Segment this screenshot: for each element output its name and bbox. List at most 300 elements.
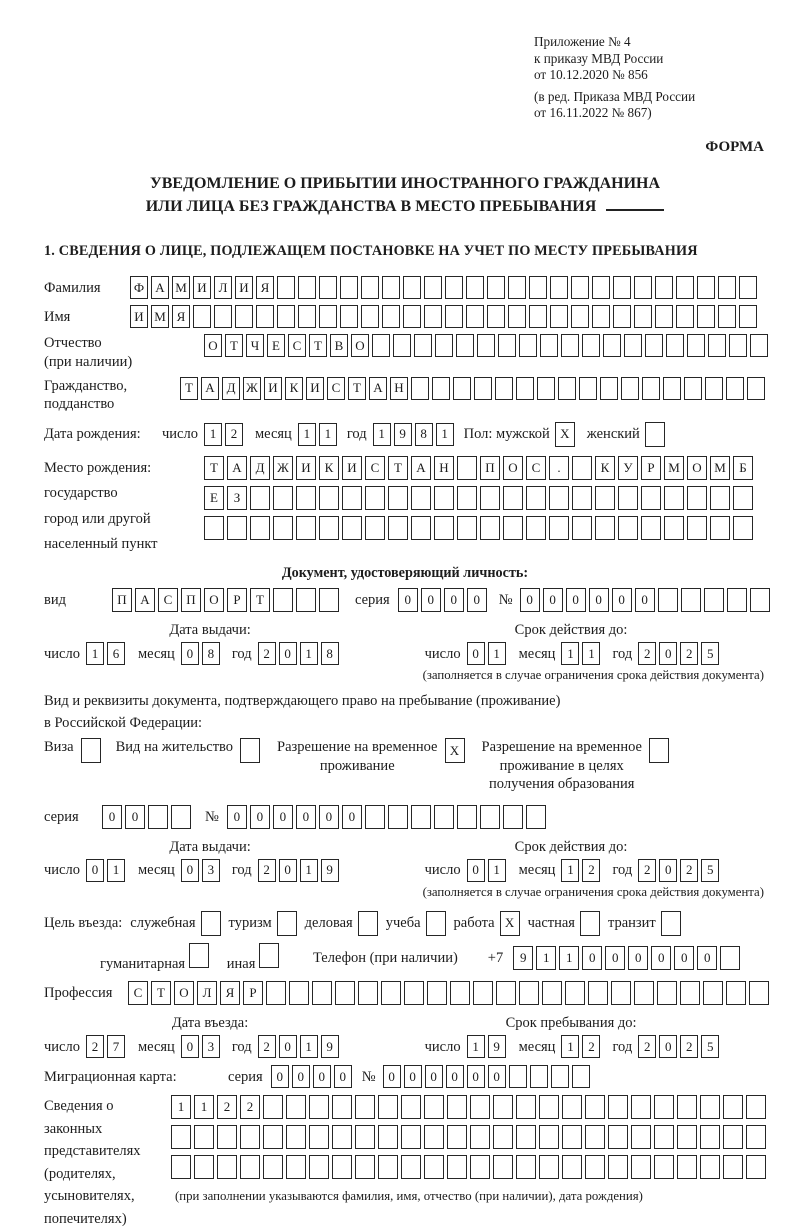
char-cell[interactable] — [312, 981, 332, 1005]
char-cell[interactable] — [474, 377, 492, 400]
char-cell[interactable] — [355, 1095, 375, 1119]
char-cell[interactable]: 0 — [398, 588, 418, 612]
char-cell[interactable]: 1 — [300, 642, 318, 665]
char-cell[interactable] — [595, 516, 615, 540]
char-cell[interactable] — [434, 486, 454, 510]
char-cell[interactable] — [450, 981, 470, 1005]
char-cell[interactable]: 0 — [102, 805, 122, 829]
char-cell[interactable] — [171, 1125, 191, 1149]
char-cell[interactable] — [296, 588, 316, 612]
char-cell[interactable]: 2 — [240, 1095, 260, 1119]
char-cell[interactable]: 0 — [520, 588, 540, 612]
char-cell[interactable]: 0 — [566, 588, 586, 612]
char-cell[interactable]: 2 — [582, 859, 600, 882]
char-cell[interactable] — [634, 305, 652, 328]
char-cell[interactable] — [217, 1155, 237, 1179]
char-cell[interactable]: 1 — [298, 423, 316, 446]
char-cell[interactable]: Н — [390, 377, 408, 400]
char-cell[interactable]: Ч — [246, 334, 264, 357]
char-cell[interactable]: Т — [180, 377, 198, 400]
char-cell[interactable]: 0 — [313, 1065, 331, 1088]
char-cell[interactable] — [631, 1095, 651, 1119]
char-cell[interactable] — [624, 334, 642, 357]
char-cell[interactable] — [240, 1125, 260, 1149]
char-cell[interactable] — [457, 805, 477, 829]
char-cell[interactable] — [309, 1125, 329, 1149]
char-cell[interactable] — [470, 1095, 490, 1119]
char-cell[interactable] — [687, 334, 705, 357]
char-cell[interactable]: 2 — [638, 642, 656, 665]
char-cell[interactable] — [697, 305, 715, 328]
char-cell[interactable]: 9 — [321, 1035, 339, 1058]
char-cell[interactable] — [411, 516, 431, 540]
char-cell[interactable] — [526, 516, 546, 540]
char-cell[interactable]: О — [503, 456, 523, 480]
char-cell[interactable] — [298, 276, 316, 299]
char-cell[interactable]: 6 — [107, 642, 125, 665]
char-cell[interactable]: И — [235, 276, 253, 299]
char-cell[interactable]: 0 — [635, 588, 655, 612]
char-cell[interactable] — [277, 276, 295, 299]
char-cell[interactable] — [654, 1095, 674, 1119]
char-cell[interactable]: А — [369, 377, 387, 400]
char-cell[interactable] — [372, 334, 390, 357]
char-cell[interactable]: 0 — [651, 946, 671, 970]
char-cell[interactable]: И — [306, 377, 324, 400]
char-cell[interactable]: 1 — [436, 423, 454, 446]
char-cell[interactable]: Я — [220, 981, 240, 1005]
char-cell[interactable] — [332, 1095, 352, 1119]
char-cell[interactable]: 2 — [258, 1035, 276, 1058]
char-cell[interactable]: 1 — [300, 1035, 318, 1058]
char-cell[interactable]: 7 — [107, 1035, 125, 1058]
char-cell[interactable]: 9 — [488, 1035, 506, 1058]
char-cell[interactable] — [263, 1095, 283, 1119]
char-cell[interactable]: 0 — [319, 805, 339, 829]
char-cell[interactable] — [319, 516, 339, 540]
char-cell[interactable] — [286, 1095, 306, 1119]
char-cell[interactable] — [193, 305, 211, 328]
char-cell[interactable]: 0 — [467, 588, 487, 612]
char-cell[interactable] — [676, 276, 694, 299]
char-cell[interactable]: 8 — [202, 642, 220, 665]
char-cell[interactable]: Т — [348, 377, 366, 400]
char-cell[interactable]: М — [172, 276, 190, 299]
char-cell[interactable]: 8 — [415, 423, 433, 446]
char-cell[interactable] — [235, 305, 253, 328]
char-cell[interactable]: 1 — [488, 859, 506, 882]
char-cell[interactable] — [340, 305, 358, 328]
char-cell[interactable] — [677, 1125, 697, 1149]
char-cell[interactable] — [718, 276, 736, 299]
char-cell[interactable] — [585, 1155, 605, 1179]
char-cell[interactable] — [411, 377, 429, 400]
char-cell[interactable] — [456, 334, 474, 357]
char-cell[interactable]: 0 — [181, 859, 199, 882]
char-cell[interactable]: 0 — [334, 1065, 352, 1088]
char-cell[interactable]: 0 — [250, 805, 270, 829]
char-cell[interactable]: 2 — [680, 642, 698, 665]
char-cell[interactable] — [434, 516, 454, 540]
char-cell[interactable]: X — [500, 911, 520, 936]
char-cell[interactable] — [424, 276, 442, 299]
char-cell[interactable] — [259, 943, 279, 968]
char-cell[interactable] — [608, 1125, 628, 1149]
char-cell[interactable]: 0 — [467, 859, 485, 882]
char-cell[interactable] — [493, 1155, 513, 1179]
char-cell[interactable] — [516, 1155, 536, 1179]
char-cell[interactable]: 0 — [279, 642, 297, 665]
char-cell[interactable]: 3 — [202, 859, 220, 882]
char-cell[interactable]: 0 — [589, 588, 609, 612]
char-cell[interactable] — [710, 516, 730, 540]
char-cell[interactable]: 0 — [342, 805, 362, 829]
char-cell[interactable]: И — [193, 276, 211, 299]
char-cell[interactable] — [571, 305, 589, 328]
char-cell[interactable]: 2 — [225, 423, 243, 446]
char-cell[interactable]: 0 — [125, 805, 145, 829]
char-cell[interactable]: 1 — [561, 642, 579, 665]
char-cell[interactable]: С — [128, 981, 148, 1005]
char-cell[interactable] — [654, 1125, 674, 1149]
char-cell[interactable]: М — [151, 305, 169, 328]
char-cell[interactable]: 2 — [638, 1035, 656, 1058]
char-cell[interactable] — [214, 305, 232, 328]
char-cell[interactable] — [631, 1155, 651, 1179]
char-cell[interactable] — [676, 305, 694, 328]
char-cell[interactable] — [571, 276, 589, 299]
char-cell[interactable] — [355, 1155, 375, 1179]
char-cell[interactable]: П — [480, 456, 500, 480]
char-cell[interactable] — [697, 276, 715, 299]
char-cell[interactable]: 0 — [612, 588, 632, 612]
char-cell[interactable] — [171, 805, 191, 829]
char-cell[interactable] — [401, 1155, 421, 1179]
char-cell[interactable] — [266, 981, 286, 1005]
char-cell[interactable] — [508, 276, 526, 299]
char-cell[interactable]: О — [204, 334, 222, 357]
char-cell[interactable]: 0 — [404, 1065, 422, 1088]
char-cell[interactable] — [411, 805, 431, 829]
char-cell[interactable] — [710, 486, 730, 510]
char-cell[interactable] — [551, 1065, 569, 1088]
char-cell[interactable] — [388, 805, 408, 829]
char-cell[interactable] — [562, 1155, 582, 1179]
char-cell[interactable] — [503, 516, 523, 540]
char-cell[interactable] — [572, 516, 592, 540]
char-cell[interactable]: С — [288, 334, 306, 357]
char-cell[interactable]: Т — [250, 588, 270, 612]
char-cell[interactable] — [403, 276, 421, 299]
char-cell[interactable] — [361, 305, 379, 328]
char-cell[interactable]: Д — [250, 456, 270, 480]
char-cell[interactable]: 0 — [279, 1035, 297, 1058]
char-cell[interactable] — [641, 486, 661, 510]
char-cell[interactable] — [204, 516, 224, 540]
char-cell[interactable] — [516, 1125, 536, 1149]
char-cell[interactable] — [342, 516, 362, 540]
char-cell[interactable] — [493, 1095, 513, 1119]
char-cell[interactable]: 0 — [181, 642, 199, 665]
char-cell[interactable] — [411, 486, 431, 510]
char-cell[interactable] — [424, 305, 442, 328]
char-cell[interactable]: 0 — [628, 946, 648, 970]
char-cell[interactable]: 0 — [543, 588, 563, 612]
char-cell[interactable] — [704, 588, 724, 612]
char-cell[interactable] — [539, 1095, 559, 1119]
char-cell[interactable] — [273, 486, 293, 510]
char-cell[interactable]: Я — [256, 276, 274, 299]
char-cell[interactable] — [558, 377, 576, 400]
char-cell[interactable] — [680, 981, 700, 1005]
char-cell[interactable] — [445, 305, 463, 328]
char-cell[interactable]: С — [365, 456, 385, 480]
char-cell[interactable] — [621, 377, 639, 400]
char-cell[interactable] — [335, 981, 355, 1005]
char-cell[interactable] — [470, 1125, 490, 1149]
char-cell[interactable] — [611, 981, 631, 1005]
char-cell[interactable] — [365, 486, 385, 510]
char-cell[interactable]: Ф — [130, 276, 148, 299]
char-cell[interactable]: Р — [227, 588, 247, 612]
char-cell[interactable] — [572, 486, 592, 510]
char-cell[interactable] — [634, 276, 652, 299]
char-cell[interactable]: К — [319, 456, 339, 480]
char-cell[interactable] — [480, 486, 500, 510]
char-cell[interactable] — [723, 1125, 743, 1149]
char-cell[interactable] — [600, 377, 618, 400]
char-cell[interactable]: О — [351, 334, 369, 357]
char-cell[interactable]: Т — [204, 456, 224, 480]
char-cell[interactable] — [666, 334, 684, 357]
char-cell[interactable]: 5 — [701, 1035, 719, 1058]
char-cell[interactable]: Ж — [243, 377, 261, 400]
char-cell[interactable] — [296, 486, 316, 510]
char-cell[interactable]: М — [664, 456, 684, 480]
char-cell[interactable] — [645, 422, 665, 447]
char-cell[interactable] — [700, 1155, 720, 1179]
char-cell[interactable] — [445, 276, 463, 299]
char-cell[interactable] — [457, 486, 477, 510]
char-cell[interactable] — [432, 377, 450, 400]
char-cell[interactable] — [171, 1155, 191, 1179]
char-cell[interactable]: У — [618, 456, 638, 480]
char-cell[interactable] — [477, 334, 495, 357]
char-cell[interactable]: 0 — [227, 805, 247, 829]
char-cell[interactable]: А — [135, 588, 155, 612]
char-cell[interactable]: 2 — [680, 1035, 698, 1058]
char-cell[interactable] — [703, 981, 723, 1005]
char-cell[interactable] — [608, 1155, 628, 1179]
char-cell[interactable] — [655, 276, 673, 299]
char-cell[interactable] — [700, 1095, 720, 1119]
char-cell[interactable]: П — [112, 588, 132, 612]
char-cell[interactable]: 0 — [271, 1065, 289, 1088]
char-cell[interactable] — [298, 305, 316, 328]
char-cell[interactable]: К — [285, 377, 303, 400]
char-cell[interactable] — [516, 377, 534, 400]
char-cell[interactable]: Н — [434, 456, 454, 480]
char-cell[interactable] — [747, 377, 765, 400]
char-cell[interactable] — [561, 334, 579, 357]
char-cell[interactable] — [588, 981, 608, 1005]
char-cell[interactable] — [424, 1155, 444, 1179]
char-cell[interactable] — [516, 1095, 536, 1119]
char-cell[interactable] — [340, 276, 358, 299]
char-cell[interactable] — [526, 486, 546, 510]
char-cell[interactable]: Т — [309, 334, 327, 357]
char-cell[interactable] — [613, 276, 631, 299]
char-cell[interactable]: 1 — [171, 1095, 191, 1119]
char-cell[interactable] — [642, 377, 660, 400]
char-cell[interactable] — [447, 1125, 467, 1149]
char-cell[interactable]: 0 — [659, 642, 677, 665]
char-cell[interactable]: 2 — [86, 1035, 104, 1058]
char-cell[interactable]: Е — [204, 486, 224, 510]
char-cell[interactable]: 1 — [467, 1035, 485, 1058]
char-cell[interactable] — [319, 588, 339, 612]
char-cell[interactable]: 0 — [292, 1065, 310, 1088]
char-cell[interactable] — [739, 276, 757, 299]
char-cell[interactable]: И — [296, 456, 316, 480]
char-cell[interactable] — [613, 305, 631, 328]
char-cell[interactable]: О — [204, 588, 224, 612]
char-cell[interactable] — [286, 1125, 306, 1149]
char-cell[interactable] — [256, 305, 274, 328]
char-cell[interactable]: Ж — [273, 456, 293, 480]
char-cell[interactable]: К — [595, 456, 615, 480]
char-cell[interactable] — [572, 456, 592, 480]
char-cell[interactable]: С — [526, 456, 546, 480]
char-cell[interactable] — [217, 1125, 237, 1149]
char-cell[interactable]: 1 — [319, 423, 337, 446]
char-cell[interactable]: 1 — [373, 423, 391, 446]
char-cell[interactable]: Т — [151, 981, 171, 1005]
char-cell[interactable] — [289, 981, 309, 1005]
char-cell[interactable] — [404, 981, 424, 1005]
char-cell[interactable] — [480, 516, 500, 540]
char-cell[interactable] — [273, 588, 293, 612]
char-cell[interactable]: А — [151, 276, 169, 299]
char-cell[interactable]: 1 — [536, 946, 556, 970]
char-cell[interactable]: 9 — [394, 423, 412, 446]
char-cell[interactable] — [319, 486, 339, 510]
char-cell[interactable] — [277, 911, 297, 936]
char-cell[interactable] — [365, 805, 385, 829]
char-cell[interactable] — [708, 334, 726, 357]
char-cell[interactable] — [718, 305, 736, 328]
char-cell[interactable] — [657, 981, 677, 1005]
char-cell[interactable] — [641, 516, 661, 540]
char-cell[interactable]: Л — [214, 276, 232, 299]
char-cell[interactable] — [550, 305, 568, 328]
char-cell[interactable] — [508, 305, 526, 328]
char-cell[interactable]: О — [687, 456, 707, 480]
char-cell[interactable] — [401, 1095, 421, 1119]
char-cell[interactable] — [434, 805, 454, 829]
char-cell[interactable]: С — [327, 377, 345, 400]
char-cell[interactable]: 0 — [86, 859, 104, 882]
char-cell[interactable] — [562, 1125, 582, 1149]
char-cell[interactable]: 0 — [181, 1035, 199, 1058]
char-cell[interactable] — [498, 334, 516, 357]
char-cell[interactable] — [509, 1065, 527, 1088]
char-cell[interactable] — [382, 305, 400, 328]
char-cell[interactable] — [426, 911, 446, 936]
char-cell[interactable] — [466, 276, 484, 299]
char-cell[interactable] — [726, 981, 746, 1005]
char-cell[interactable]: 2 — [638, 859, 656, 882]
char-cell[interactable]: 2 — [680, 859, 698, 882]
char-cell[interactable] — [361, 276, 379, 299]
char-cell[interactable] — [382, 276, 400, 299]
char-cell[interactable] — [634, 981, 654, 1005]
char-cell[interactable] — [592, 276, 610, 299]
char-cell[interactable] — [250, 516, 270, 540]
char-cell[interactable] — [565, 981, 585, 1005]
char-cell[interactable] — [296, 516, 316, 540]
char-cell[interactable]: 0 — [659, 1035, 677, 1058]
char-cell[interactable] — [309, 1095, 329, 1119]
char-cell[interactable]: Е — [267, 334, 285, 357]
char-cell[interactable]: О — [174, 981, 194, 1005]
char-cell[interactable] — [453, 377, 471, 400]
char-cell[interactable] — [750, 334, 768, 357]
char-cell[interactable] — [618, 486, 638, 510]
char-cell[interactable]: 0 — [467, 642, 485, 665]
char-cell[interactable] — [355, 1125, 375, 1149]
char-cell[interactable]: 0 — [582, 946, 602, 970]
char-cell[interactable] — [332, 1155, 352, 1179]
char-cell[interactable] — [720, 946, 740, 970]
char-cell[interactable]: 0 — [444, 588, 464, 612]
char-cell[interactable] — [649, 738, 669, 763]
char-cell[interactable]: 0 — [279, 859, 297, 882]
char-cell[interactable] — [727, 588, 747, 612]
char-cell[interactable] — [582, 334, 600, 357]
char-cell[interactable] — [705, 377, 723, 400]
char-cell[interactable] — [658, 588, 678, 612]
char-cell[interactable] — [645, 334, 663, 357]
char-cell[interactable] — [332, 1125, 352, 1149]
char-cell[interactable]: Б — [733, 456, 753, 480]
char-cell[interactable] — [194, 1155, 214, 1179]
char-cell[interactable] — [503, 805, 523, 829]
char-cell[interactable] — [403, 305, 421, 328]
char-cell[interactable] — [723, 1155, 743, 1179]
char-cell[interactable] — [608, 1095, 628, 1119]
char-cell[interactable] — [746, 1095, 766, 1119]
char-cell[interactable]: 0 — [605, 946, 625, 970]
char-cell[interactable] — [537, 377, 555, 400]
char-cell[interactable] — [401, 1125, 421, 1149]
char-cell[interactable] — [381, 981, 401, 1005]
char-cell[interactable] — [263, 1125, 283, 1149]
char-cell[interactable]: А — [411, 456, 431, 480]
char-cell[interactable] — [480, 805, 500, 829]
char-cell[interactable] — [585, 1095, 605, 1119]
char-cell[interactable]: И — [342, 456, 362, 480]
char-cell[interactable] — [342, 486, 362, 510]
char-cell[interactable]: 5 — [701, 642, 719, 665]
char-cell[interactable] — [749, 981, 769, 1005]
char-cell[interactable]: 8 — [321, 642, 339, 665]
char-cell[interactable] — [424, 1125, 444, 1149]
char-cell[interactable]: 9 — [321, 859, 339, 882]
char-cell[interactable]: 1 — [204, 423, 222, 446]
char-cell[interactable] — [529, 276, 547, 299]
char-cell[interactable] — [424, 1095, 444, 1119]
